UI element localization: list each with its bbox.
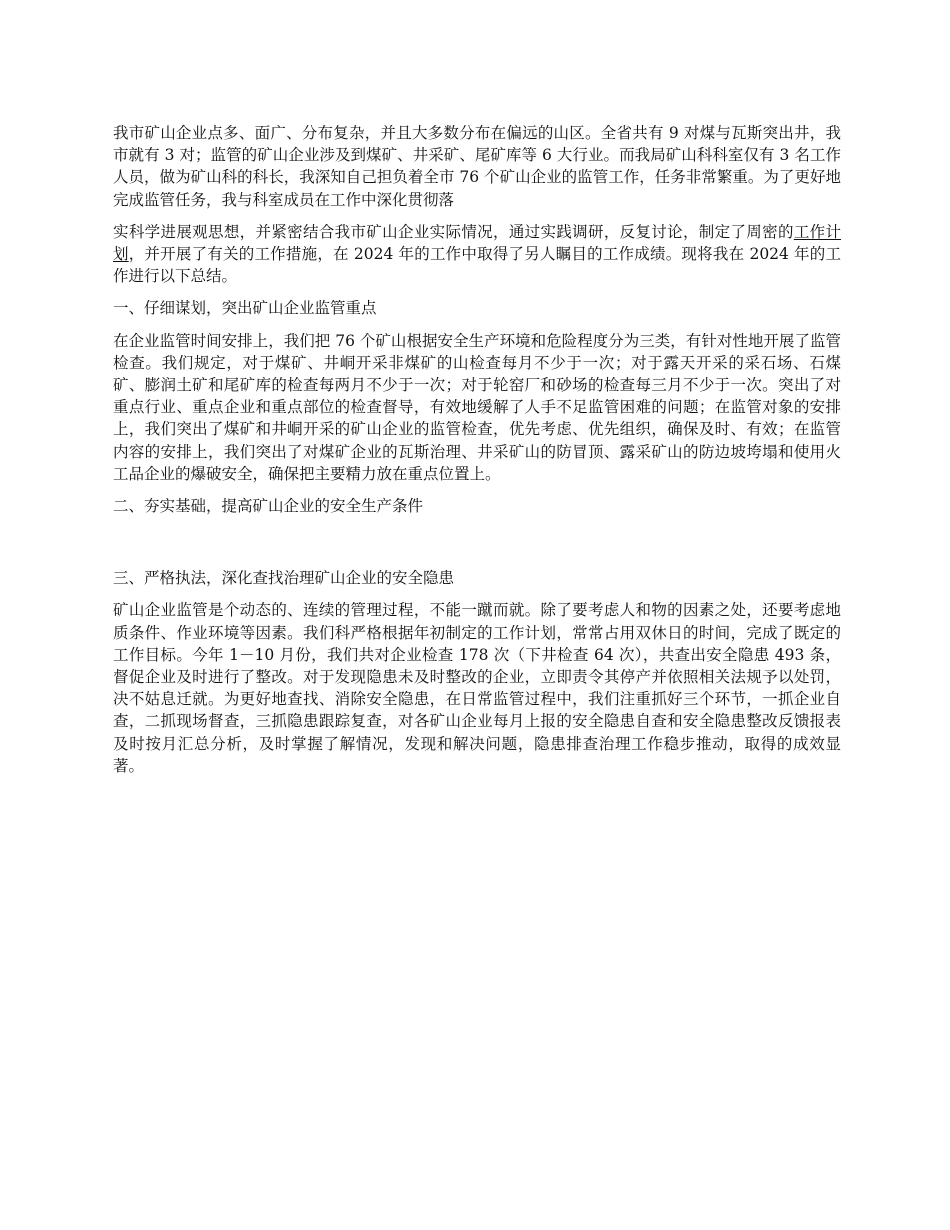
blank-gap [113, 527, 841, 567]
work-plan-link[interactable]: 工作计划 [113, 222, 841, 264]
section-heading-1: 一、仔细谋划，突出矿山企业监管重点 [113, 299, 377, 318]
section-heading-2: 二、夯实基础，提高矿山企业的安全生产条件 [113, 497, 424, 516]
paragraph-section-3: 矿山企业监管是个动态的、连续的管理过程，不能一蹴而就。除了要考虑人和物的因素之处，还要考虑地质条件、作业环境等因素。我们科严格根据年初制定的工作计划，常常占用双休日的时间，完成了既定的工作目标。今年 1－10 月份，我们共对企业检查 178 次（下井检查 64 次），共查出安全隐患 493 条，督促企业及时进行了整改。对于发现隐患未及时整改的企业，立即责令其停产并依照相关法规予以处罚，决不姑息迁就。为更好地查找、消除安全隐患，在日常监管过程中，我们注重抓好三个环节，一抓企业自查，二抓现场督查，三抓隐患跟踪复查，对各矿山企业每月上报的安全隐患自查和安全隐患整改反馈报表及时按月汇总分析，及时掌握了解情况，发现和解决问题，隐患排查治理工作稳步推动，取得的成效显著。 [113, 601, 841, 775]
paragraph-summary-text-before: 实科学进展观思想，并紧密结合我市矿山企业实际情况，通过实践调研，反复讨论，制定了周密的 [113, 222, 794, 241]
section-heading-3: 三、严格执法，深化查找治理矿山企业的安全隐患 [113, 569, 455, 588]
paragraph-intro: 我市矿山企业点多、面广、分布复杂，并且大多数分布在偏远的山区。全省共有 9 对煤与瓦斯突出井，我市就有 3 对；监管的矿山企业涉及到煤矿、井采矿、尾矿库等 6 大行业。而我局矿山科科室仅有 3 名工作人员，做为矿山科的科长，我深知自己担负着全市 76 个矿山企业的监管工作，任务非常繁重。为了更好地完成监管任务，我与科室成员在工作中深化贯彻落 [113, 124, 841, 209]
paragraph-summary-text-after: ，并开展了有关的工作措施，在 2024 年的工作中取得了另人瞩目的工作成绩。现将我在 2024 年的工作进行以下总结。 [113, 245, 841, 286]
paragraph-summary [113, 221, 841, 288]
paragraph-section-1: 在企业监管时间安排上，我们把 76 个矿山根据安全生产环境和危险程度分为三类，有针对性地开展了监管检查。我们规定，对于煤矿、井峒开采非煤矿的山检查每月不少于一次；对于露天开采的采石场、石煤矿、膨润土矿和尾矿库的检查每两月不少于一次；对于轮窑厂和砂场的检查每三月不少于一次。突出了对重点行业、重点企业和重点部位的检查督导，有效地缓解了人手不足监管困难的问题；在监管对象的安排上，我们突出了煤矿和井峒开采的矿山企业的监管检查，优先考虑、优先组织，确保及时、有效；在监管内容的安排上，我们突出了对煤矿企业的瓦斯治理、井采矿山的防冒顶、露采矿山的防边坡垮塌和使用火工品企业的爆破安全，确保把主要精力放在重点位置上。 [113, 331, 841, 483]
document-body [113, 122, 841, 787]
